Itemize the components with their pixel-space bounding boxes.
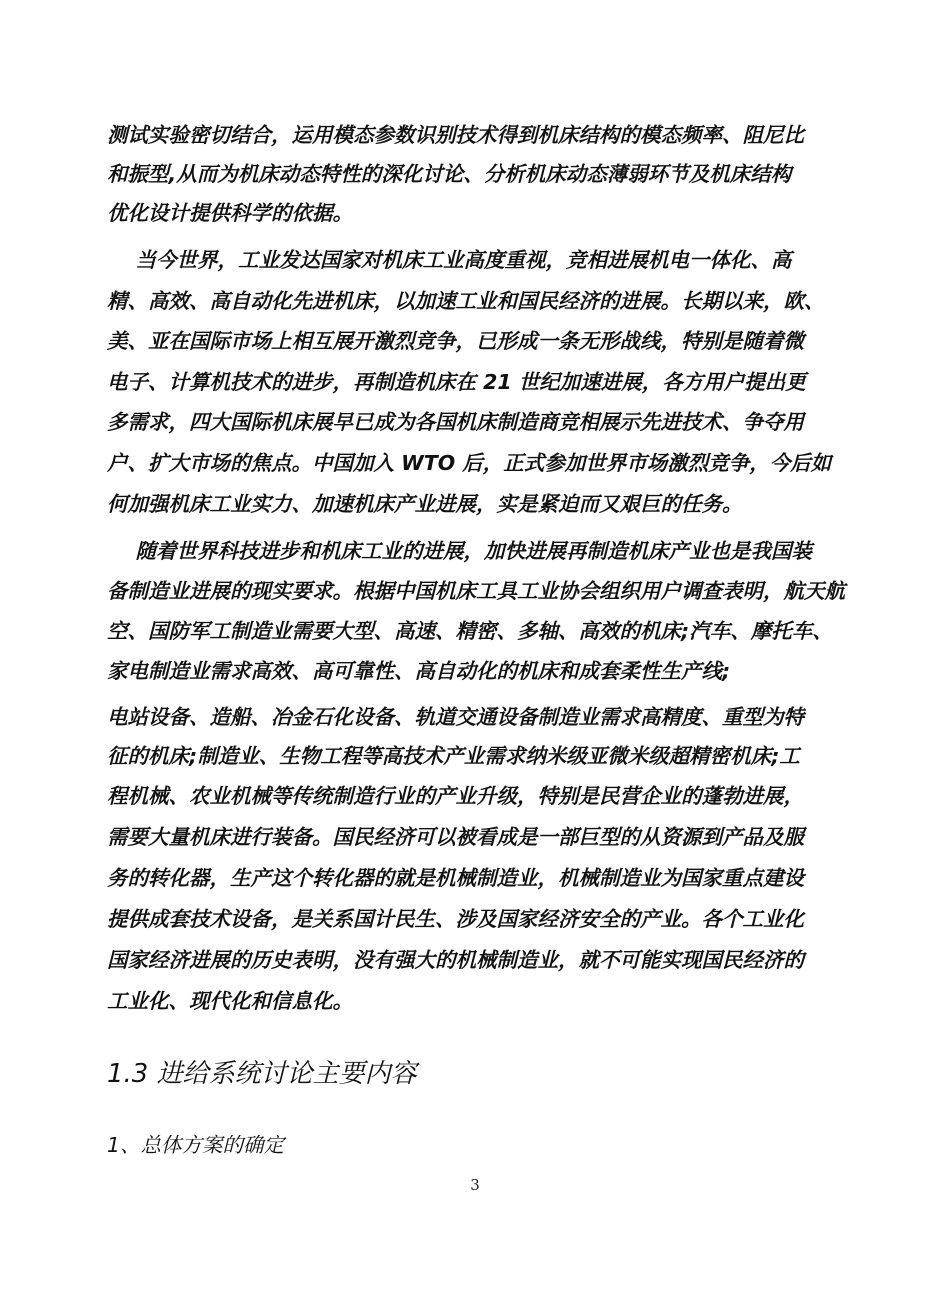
subsection-heading: 1、总体方案的确定 bbox=[107, 1133, 285, 1157]
text-line: 备制造业进展的现实要求。根据中国机床工具工业协会组织用户调查表明，航天航 bbox=[107, 579, 845, 603]
text-line: 家电制造业需求高效、高可靠性、高自动化的机床和成套柔性生产线; bbox=[107, 659, 731, 683]
text-line: 优化设计提供科学的依据。 bbox=[107, 201, 353, 225]
text-line: 电站设备、造船、冶金石化设备、轨道交通设备制造业需求高精度、重型为特 bbox=[107, 705, 804, 729]
text-line: 当今世界，工业发达国家对机床工业高度重视，竞相进展机电一体化、高 bbox=[107, 248, 792, 272]
text-line: 程机械、农业机械等传统制造行业的产业升级，特别是民营企业的蓬勃进展， bbox=[107, 784, 804, 808]
text-line: 和振型,从而为机床动态特性的深化讨论、分析机床动态薄弱环节及机床结构 bbox=[107, 162, 792, 186]
text-line: 何加强机床工业实力、加速机床产业进展，实是紧迫而又艰巨的任务。 bbox=[107, 492, 743, 516]
text-line: 多需求，四大国际机床展早已成为各国机床制造商竞相展示先进技术、争夺用 bbox=[107, 410, 804, 434]
text-line: 电子、计算机技术的进步，再制造机床在 21 世纪加速进展，各方用户提出更 bbox=[107, 370, 806, 394]
section-heading: 1.3 进给系统讨论主要内容 bbox=[107, 1059, 417, 1089]
text-line: 空、国防军工制造业需要大型、高速、精密、多轴、高效的机床;汽车、摩托车、 bbox=[107, 619, 833, 643]
text-line: 户、扩大市场的焦点。中国加入 WTO 后，正式参加世界市场激烈竞争，今后如 bbox=[107, 451, 832, 475]
text-line: 提供成套技术设备，是关系国计民生、涉及国家经济安全的产业。各个工业化 bbox=[107, 907, 804, 931]
text-line: 测试实验密切结合，运用模态参数识别技术得到机床结构的模态频率、阻尼比 bbox=[107, 123, 804, 147]
text-line: 务的转化器，生产这个转化器的就是机械制造业，机械制造业为国家重点建设 bbox=[107, 866, 804, 890]
text-line: 征的机床;制造业、生物工程等高技术产业需求纳米级亚微米级超精密机床;工 bbox=[107, 744, 800, 768]
text-line: 国家经济进展的历史表明，没有强大的机械制造业，就不可能实现国民经济的 bbox=[107, 948, 804, 972]
text-line: 需要大量机床进行装备。国民经济可以被看成是一部巨型的从资源到产品及服 bbox=[107, 825, 804, 849]
text-line: 美、亚在国际市场上相互展开激烈竞争，已形成一条无形战线，特别是随着微 bbox=[107, 329, 804, 353]
text-line: 随着世界科技进步和机床工业的进展，加快进展再制造机床产业也是我国装 bbox=[107, 539, 813, 563]
page-number: 3 bbox=[470, 1176, 480, 1194]
text-line: 精、高效、高自动化先进机床，以加速工业和国民经济的进展。长期以来，欧、 bbox=[107, 289, 825, 313]
text-line: 工业化、现代化和信息化。 bbox=[107, 989, 353, 1013]
